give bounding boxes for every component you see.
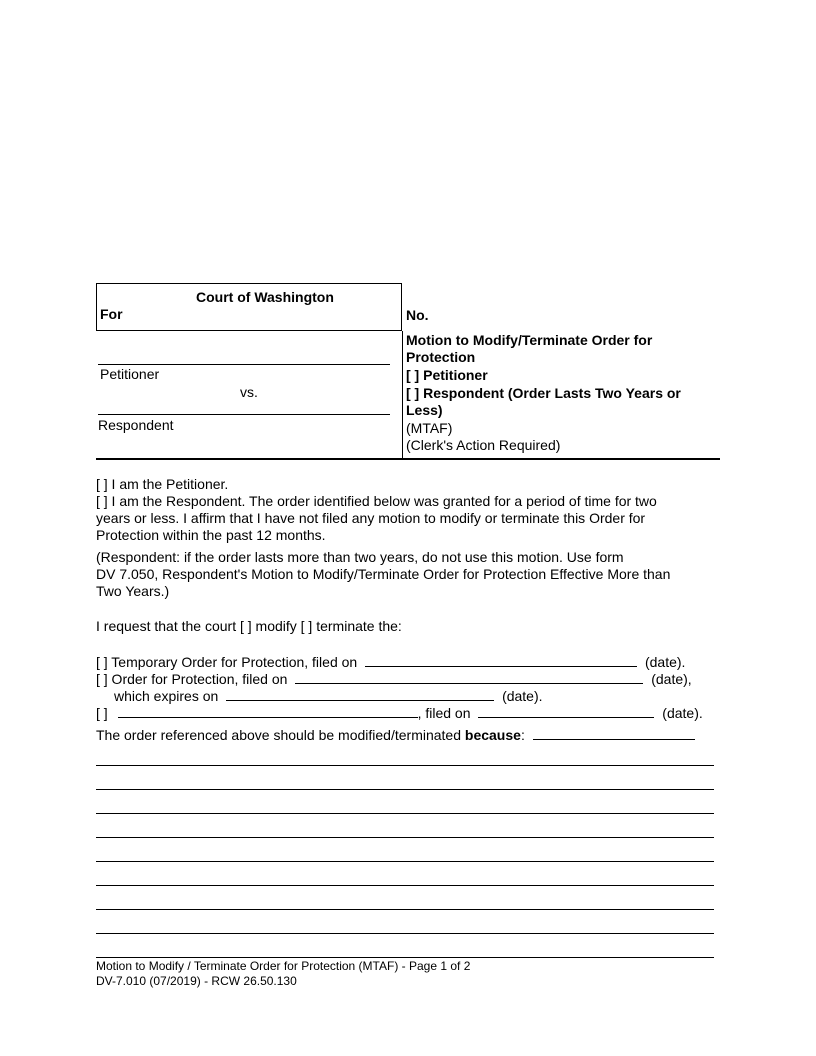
for-label: For: [100, 306, 123, 322]
order-protection-checkbox-label[interactable]: [ ] Order for Protection, filed on: [96, 671, 288, 687]
footer-form-id: DV-7.010 (07/2019) - RCW 26.50.130: [96, 974, 297, 988]
petitioner-name-line[interactable]: [98, 364, 390, 365]
temporary-order-checkbox-label[interactable]: [ ] Temporary Order for Protection, filed on: [96, 654, 358, 670]
reason-line[interactable]: [96, 765, 714, 766]
temporary-order-date-suffix: (date).: [644, 654, 686, 670]
other-order-date-suffix: (date).: [662, 705, 703, 721]
option-respondent-line2: Less): [406, 402, 443, 418]
temporary-order-row: [96, 652, 685, 670]
reason-line[interactable]: [96, 813, 714, 814]
case-number-label: No.: [406, 307, 429, 323]
because-first-line-field[interactable]: [533, 725, 695, 740]
other-order-date-field[interactable]: [478, 703, 654, 718]
respondent-note: [96, 549, 708, 600]
reason-line[interactable]: [96, 789, 714, 790]
option-respondent-line1[interactable]: [ ] Respondent (Order Lasts Two Years or: [406, 385, 681, 401]
court-name: Court of Washington: [196, 289, 334, 305]
other-order-row: [96, 703, 703, 721]
reason-line[interactable]: [96, 837, 714, 838]
other-order-name-field[interactable]: [118, 703, 418, 718]
form-code: (MTAF): [406, 420, 453, 436]
form-title-line2: Protection: [406, 349, 476, 365]
footer-form-title: Motion to Modify / Terminate Order for Protection (MTAF) - Page 1 of 2: [96, 959, 471, 973]
checkbox-i-am-petitioner[interactable]: [ ] I am the Petitioner.: [96, 476, 229, 492]
expires-label: which expires on: [114, 688, 219, 704]
because-keyword: because: [464, 727, 521, 743]
option-petitioner[interactable]: [ ] Petitioner: [406, 367, 488, 383]
reason-line[interactable]: [96, 885, 714, 886]
expires-row: [114, 686, 543, 704]
respondent-note-line2: DV 7.050, Respondent's Motion to Modify/Terminate Order for Protection Effective More than: [96, 566, 671, 582]
respondent-affirmation-line1[interactable]: [ ] I am the Respondent. The order identified below was granted for a period of time for two: [96, 493, 657, 509]
order-protection-date-suffix: (date),: [651, 671, 692, 687]
because-colon: :: [520, 727, 525, 743]
clerk-action-note: (Clerk's Action Required): [406, 437, 561, 453]
respondent-affirmation-line3: Protection within the past 12 months.: [96, 527, 326, 543]
expires-date-field[interactable]: [226, 686, 494, 701]
other-order-checkbox[interactable]: [ ]: [96, 705, 108, 721]
caption-bottom-rule: [96, 458, 720, 460]
vs-label: vs.: [240, 384, 258, 400]
respondent-name-line[interactable]: [98, 414, 390, 415]
respondent-affirmation: [96, 493, 708, 544]
order-protection-row: [96, 669, 692, 687]
expires-date-suffix: (date).: [502, 688, 543, 704]
request-statement[interactable]: I request that the court [ ] modify [ ] terminate the:: [96, 618, 402, 634]
form-title-line1: Motion to Modify/Terminate Order for: [406, 332, 653, 348]
because-row: [96, 725, 695, 743]
order-protection-date-field[interactable]: [295, 669, 643, 684]
respondent-note-line1: (Respondent: if the order lasts more than two years, do not use this motion. Use form: [96, 549, 624, 565]
petitioner-label: Petitioner: [100, 366, 160, 382]
reason-line[interactable]: [96, 933, 714, 934]
temporary-order-date-field[interactable]: [365, 652, 637, 667]
reason-line[interactable]: [96, 861, 714, 862]
respondent-label: Respondent: [98, 417, 174, 433]
footer-rule: [96, 957, 714, 958]
because-prefix: The order referenced above should be modified/terminated: [96, 727, 461, 743]
other-order-filed-on-label: , filed on: [417, 705, 471, 721]
respondent-note-line3: Two Years.): [96, 583, 170, 599]
reason-line[interactable]: [96, 909, 714, 910]
caption-divider: [402, 331, 403, 459]
respondent-affirmation-line2: years or less. I affirm that I have not filed any motion to modify or terminate this Order for: [96, 510, 646, 526]
